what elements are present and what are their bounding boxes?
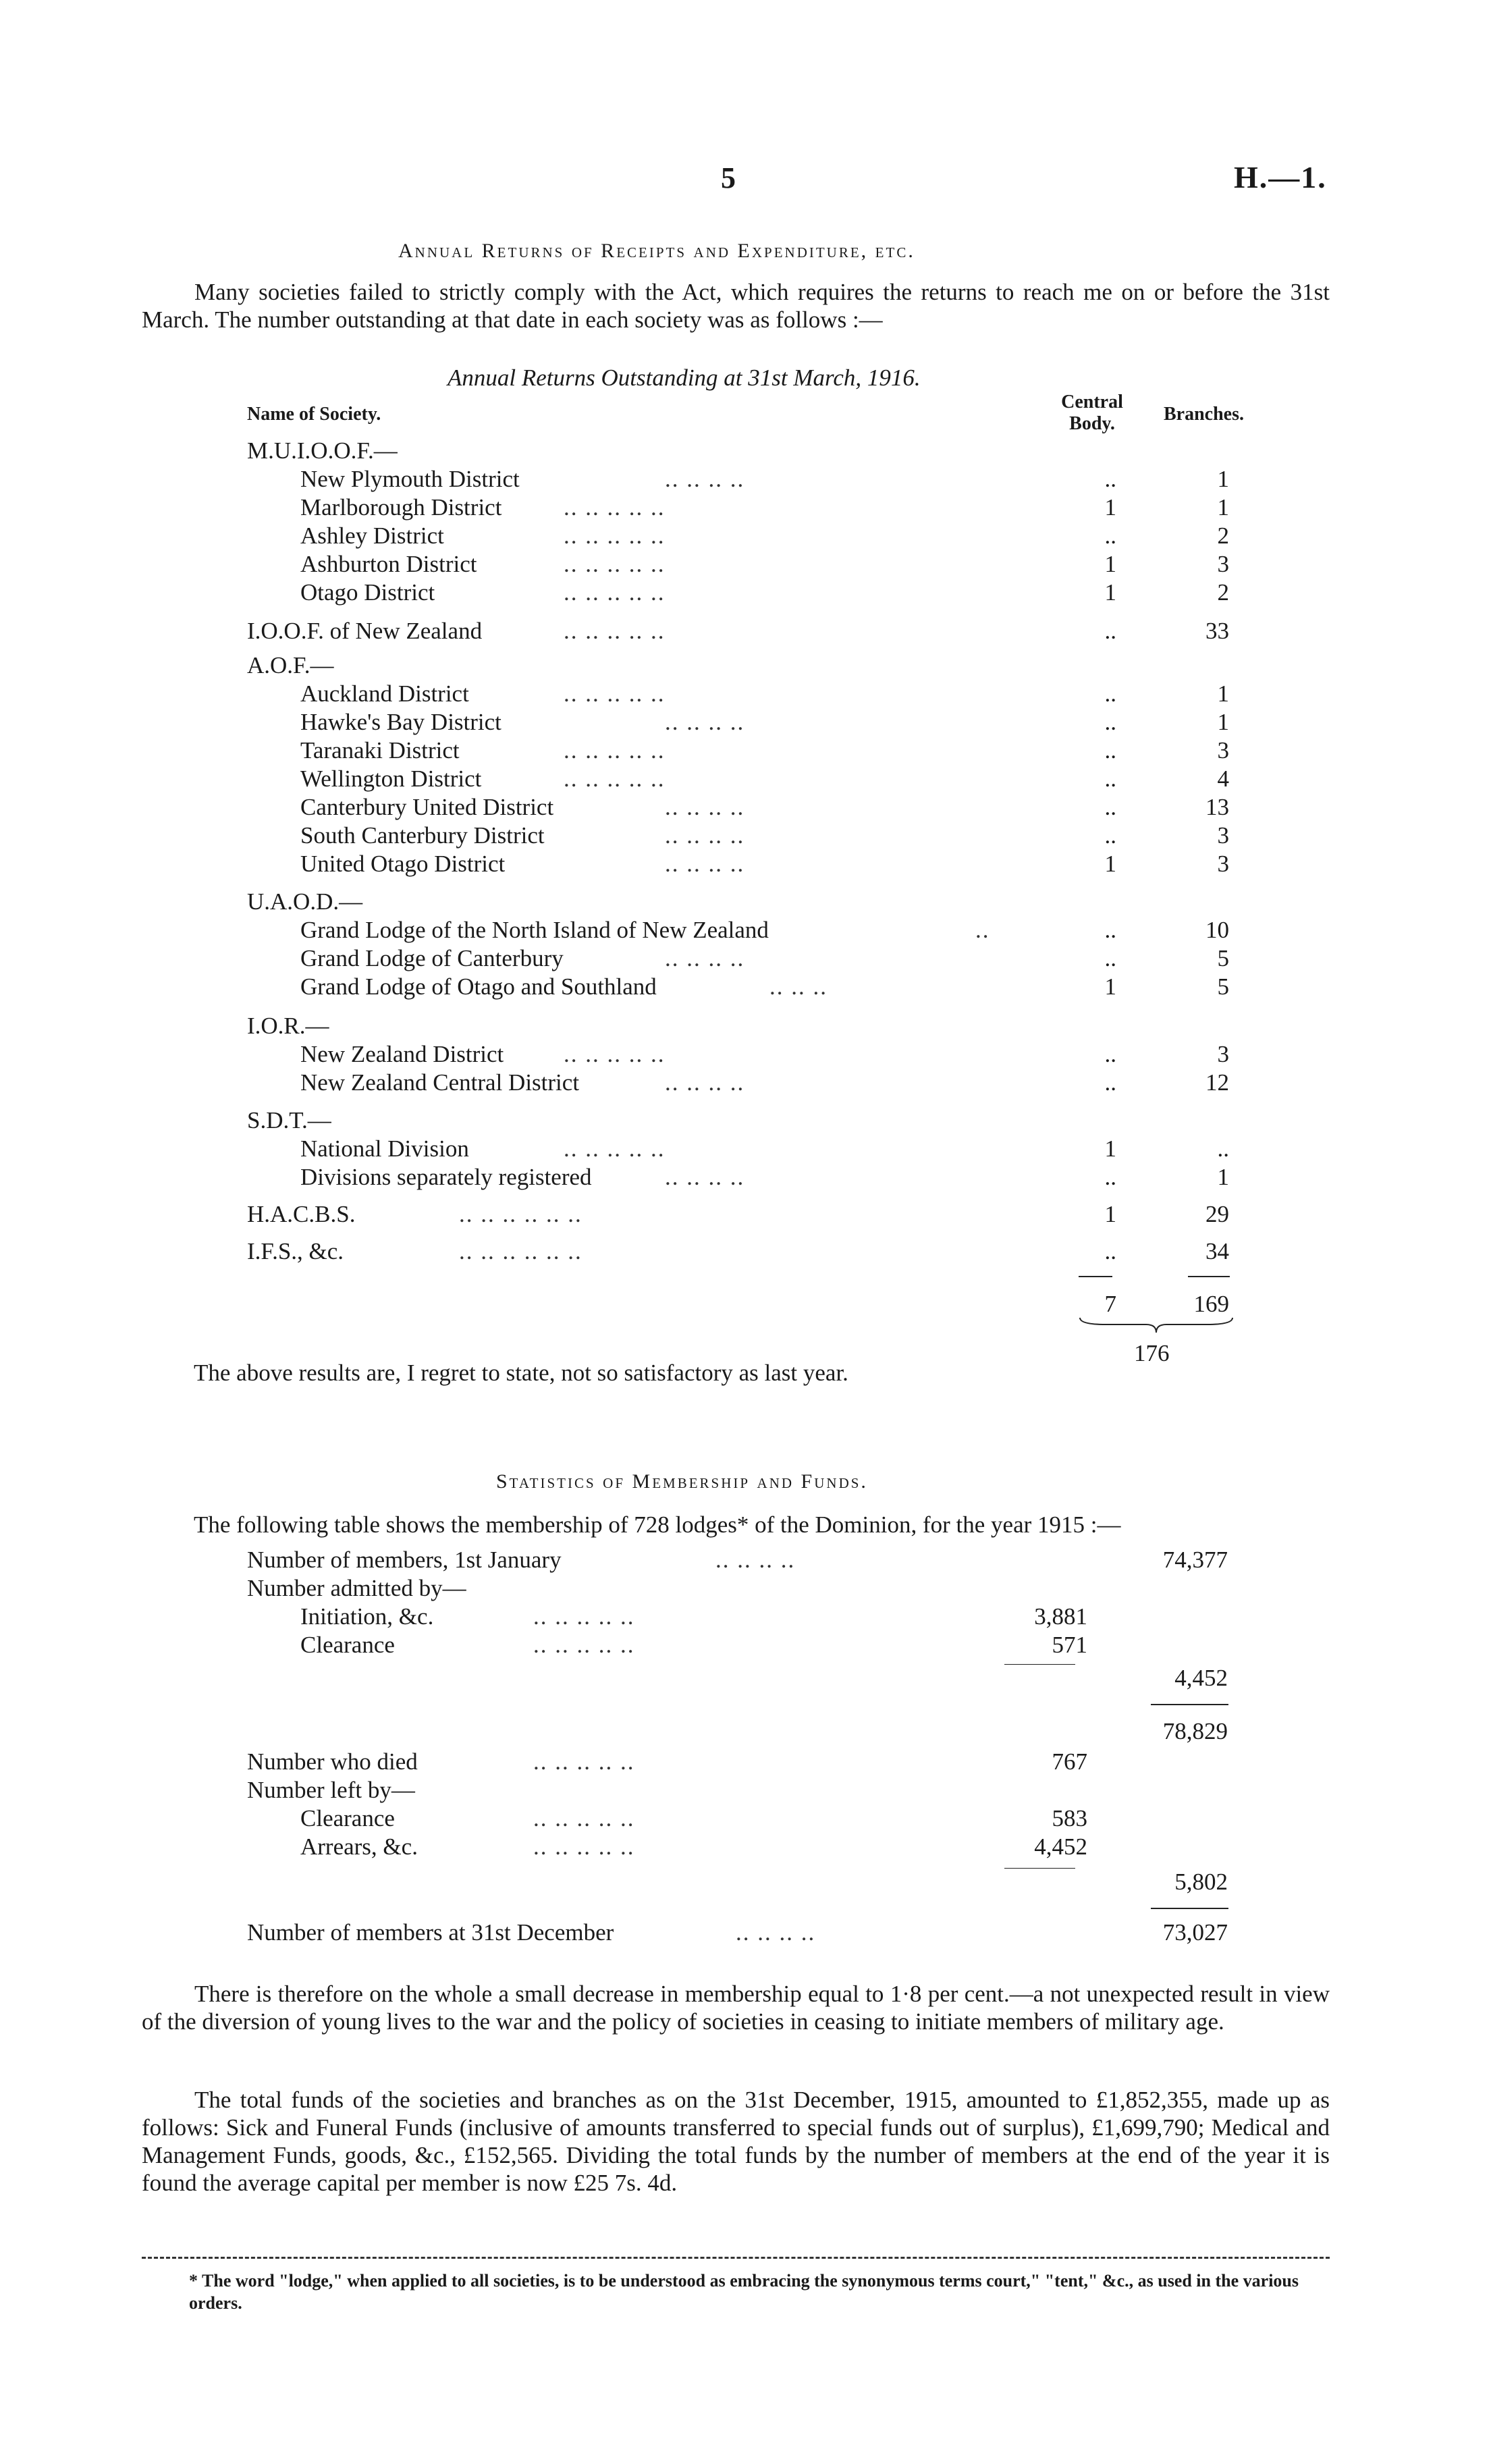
table-row	[0, 680, 1491, 709]
branches-value: 29	[1205, 1201, 1229, 1227]
intro-paragraph-returns: Many societies failed to strictly comply with the Act, which requires the returns to reach me on or before the 31st March. The number outstanding at that date in each society was as follows :—	[142, 279, 1330, 333]
row-label: Hawke's Bay District	[300, 709, 501, 735]
dot-leader: .. .. .. .. ..	[564, 680, 666, 707]
dot-leader: .. .. .. ..	[665, 794, 745, 820]
dot-leader: .. .. .. ..	[715, 1547, 796, 1573]
dot-leader: .. .. .. .. ..	[564, 551, 666, 577]
central-value: ..	[1104, 523, 1116, 549]
group-name: M.U.I.O.O.F.—	[247, 437, 398, 464]
stat-subvalue: 767	[1052, 1748, 1087, 1775]
dot-leader: .. .. .. .. ..	[533, 1748, 635, 1775]
row-label: Grand Lodge of Canterbury	[300, 945, 564, 971]
branches-value: 3	[1217, 822, 1229, 849]
dot-leader: .. .. .. ..	[665, 822, 745, 849]
dot-leader: .. .. .. .. ..	[533, 1632, 635, 1658]
table-row	[0, 794, 1491, 822]
paragraph-funds: The total funds of the societies and branches as on the 31st December, 1915, amounted to £1,852,355, made up as follows: Sick and Funeral Funds (inclusive of amounts transferred to special funds out of surplus), £1,699,790; Medical and Management Funds, goods, &c., £152,565. Dividing the total funds by the number of members at the end of the year it is found the average capital per member is now £25 7s. 4d.	[142, 2087, 1330, 2196]
row-label: United Otago District	[300, 851, 506, 877]
row-label: Auckland District	[300, 680, 469, 707]
row-label: Grand Lodge of Otago and Southland	[300, 973, 657, 1000]
stat-subvalue: 571	[1052, 1632, 1087, 1658]
central-value: ..	[1104, 618, 1116, 644]
document-reference: H.—1.	[1234, 160, 1327, 194]
group-header	[0, 437, 1491, 466]
row-label: H.A.C.B.S.	[247, 1201, 356, 1227]
central-value: ..	[1104, 917, 1116, 943]
footnote: * The word "lodge," when applied to all societies, is to be understood as embracing the synonymous terms court," "tent," &c., as used in the various orders.	[189, 2271, 1299, 2313]
dot-leader: ..	[975, 917, 990, 943]
stat-value: 78,829	[1162, 1718, 1228, 1744]
table-row	[0, 945, 1491, 973]
branches-value: 1	[1217, 466, 1229, 492]
footnote-rule	[142, 2257, 1330, 2259]
table-row	[0, 766, 1491, 794]
central-value: ..	[1104, 1238, 1116, 1264]
group-name: I.O.R.—	[247, 1013, 329, 1039]
table-row	[0, 1041, 1491, 1069]
central-value: ..	[1104, 822, 1116, 849]
dot-leader: .. .. .. .. ..	[564, 618, 666, 644]
branches-value: 10	[1205, 917, 1229, 943]
dot-leader: .. .. .. ..	[665, 1069, 745, 1096]
table-row	[0, 917, 1491, 945]
branches-value: 3	[1217, 737, 1229, 764]
central-value: 1	[1104, 579, 1116, 606]
dot-leader: .. .. .. ..	[665, 1164, 745, 1190]
central-value: 1	[1104, 494, 1116, 520]
branches-value: 1	[1217, 494, 1229, 520]
row-label: Number of members at 31st December	[247, 1919, 614, 1946]
row-label: Number of members, 1st January	[247, 1547, 562, 1573]
row-label: Otago District	[300, 579, 435, 606]
central-value: ..	[1104, 1069, 1116, 1096]
row-label: Divisions separately registered	[300, 1164, 592, 1190]
row-label: Clearance	[300, 1805, 395, 1831]
central-value: ..	[1104, 680, 1116, 707]
row-label: New Zealand District	[300, 1041, 504, 1067]
row-label: Marlborough District	[300, 494, 502, 520]
branches-value: 5	[1217, 973, 1229, 1000]
dot-leader: .. .. .. .. ..	[564, 494, 666, 520]
branches-value: 1	[1217, 1164, 1229, 1190]
dot-leader: .. .. .. .. .. ..	[459, 1201, 582, 1227]
intro-paragraph-membership: The following table shows the membership of 728 lodges* of the Dominion, for the year 1915 :—	[194, 1511, 1121, 1538]
table-row	[0, 551, 1491, 579]
section-heading-membership: Statistics of Membership and Funds.	[496, 1470, 868, 1493]
dot-leader: .. .. .. .. ..	[533, 1603, 635, 1630]
stat-row-admitted	[0, 1575, 1491, 1603]
row-label: Initiation, &c.	[300, 1603, 434, 1630]
stat-row-admitted-total	[0, 1665, 1491, 1693]
table-row	[0, 709, 1491, 737]
dot-leader: .. .. .. ..	[665, 945, 745, 971]
branches-value: 3	[1217, 1041, 1229, 1067]
stat-row-left-total	[0, 1869, 1491, 1897]
central-value: 1	[1104, 851, 1116, 877]
total-central: 7	[1104, 1291, 1116, 1317]
dot-leader: .. .. .. .. ..	[533, 1805, 635, 1831]
central-value: 1	[1104, 1201, 1116, 1227]
branches-value: 3	[1217, 551, 1229, 577]
table-title-returns: Annual Returns Outstanding at 31st March, 1916.	[448, 365, 921, 391]
stat-subvalue: 4,452	[1034, 1833, 1087, 1860]
central-value: ..	[1104, 766, 1116, 792]
central-value: 1	[1104, 973, 1116, 1000]
central-value: ..	[1104, 945, 1116, 971]
central-value: 1	[1104, 551, 1116, 577]
total-branches: 169	[1193, 1291, 1229, 1317]
group-header	[0, 888, 1491, 917]
row-label: National Division	[300, 1135, 469, 1162]
col-header-branches: Branches.	[1164, 404, 1244, 425]
row-label: Number who died	[247, 1748, 418, 1775]
stat-row-left	[0, 1777, 1491, 1805]
central-value: ..	[1104, 709, 1116, 735]
table-row	[0, 1164, 1491, 1192]
row-label: Grand Lodge of the North Island of New Zealand	[300, 917, 769, 943]
col-header-name: Name of Society.	[247, 404, 381, 425]
row-label: I.O.O.F. of New Zealand	[247, 618, 483, 644]
central-value: ..	[1104, 737, 1116, 764]
table-row	[0, 618, 1491, 646]
dot-leader: .. .. .. .. ..	[564, 523, 666, 549]
group-name: S.D.T.—	[247, 1107, 331, 1133]
row-label: Number admitted by—	[247, 1575, 466, 1601]
table-row	[0, 822, 1491, 851]
central-value: ..	[1104, 1164, 1116, 1190]
row-label: Clearance	[300, 1632, 395, 1658]
branches-value: 4	[1217, 766, 1229, 792]
table-row	[0, 973, 1491, 1002]
row-label: New Plymouth District	[300, 466, 520, 492]
stat-subvalue: 3,881	[1034, 1603, 1087, 1630]
branches-value: 33	[1205, 618, 1229, 644]
stat-row-members-jan	[0, 1547, 1491, 1575]
branches-value: 12	[1205, 1069, 1229, 1096]
total-rule-central	[1079, 1276, 1112, 1277]
row-label: Wellington District	[300, 766, 482, 792]
dot-leader: .. .. .. ..	[665, 851, 745, 877]
stat-value: 74,377	[1162, 1547, 1228, 1573]
grand-total: 176	[1134, 1340, 1170, 1366]
stat-value: 4,452	[1174, 1665, 1228, 1691]
dot-leader: .. .. .. .. ..	[564, 1041, 666, 1067]
dot-leader: .. .. .. .. ..	[564, 579, 666, 606]
row-label: I.F.S., &c.	[247, 1238, 344, 1264]
row-label: New Zealand Central District	[300, 1069, 580, 1096]
stat-value: 5,802	[1174, 1869, 1228, 1895]
stat-row-subtotal	[0, 1718, 1491, 1746]
dot-leader: .. .. .. ..	[665, 466, 745, 492]
branches-value: 2	[1217, 579, 1229, 606]
table-row	[0, 579, 1491, 608]
paragraph-decrease: There is therefore on the whole a small decrease in membership equal to 1·8 per cent.—a not unexpected result in view of the diversion of young lives to the war and the policy of societies in ceasing to initiate members of military age.	[142, 1981, 1330, 2035]
stat-row-members-dec	[0, 1919, 1491, 1948]
dot-leader: .. .. .. .. ..	[564, 1135, 666, 1162]
stat-subvalue: 583	[1052, 1805, 1087, 1831]
stat-row-clearance-in	[0, 1632, 1491, 1660]
page-number: 5	[721, 161, 736, 194]
group-header	[0, 652, 1491, 680]
table-row	[0, 494, 1491, 523]
row-label: Number left by—	[247, 1777, 415, 1803]
group-name: A.O.F.—	[247, 652, 334, 678]
table-row	[0, 1238, 1491, 1266]
central-value: ..	[1104, 466, 1116, 492]
col-header-central: Central Body.	[1061, 392, 1123, 434]
closing-remark: The above results are, I regret to state, not so satisfactory as last year.	[194, 1360, 848, 1386]
group-header	[0, 1013, 1491, 1041]
central-value: 1	[1104, 1135, 1116, 1162]
dot-leader: .. .. .. .. ..	[564, 766, 666, 792]
row-label: Arrears, &c.	[300, 1833, 418, 1860]
table-row	[0, 737, 1491, 766]
totals-row	[0, 1291, 1491, 1319]
table-row	[0, 1069, 1491, 1098]
table-row	[0, 851, 1491, 879]
row-label: Taranaki District	[300, 737, 460, 764]
dot-leader: .. .. .. ..	[665, 709, 745, 735]
dot-leader: .. .. .. .. ..	[564, 737, 666, 764]
row-label: Ashley District	[300, 523, 444, 549]
row-label: Canterbury United District	[300, 794, 554, 820]
dot-leader: .. .. ..	[769, 973, 828, 1000]
table-row	[0, 1135, 1491, 1164]
branches-value: 13	[1205, 794, 1229, 820]
sum-rule	[1151, 1704, 1228, 1705]
dot-leader: .. .. .. .. ..	[533, 1833, 635, 1860]
branches-value: 5	[1217, 945, 1229, 971]
total-rule-branches	[1188, 1276, 1230, 1277]
group-header	[0, 1107, 1491, 1135]
stat-row-initiation	[0, 1603, 1491, 1632]
dot-leader: .. .. .. .. .. ..	[459, 1238, 582, 1264]
sum-rule	[1151, 1908, 1228, 1909]
central-value: ..	[1104, 794, 1116, 820]
stat-row-arrears	[0, 1833, 1491, 1862]
total-brace	[1079, 1315, 1234, 1335]
group-name: U.A.O.D.—	[247, 888, 363, 915]
table-row	[0, 1201, 1491, 1229]
row-label: South Canterbury District	[300, 822, 545, 849]
table-row	[0, 523, 1491, 551]
branches-value: 1	[1217, 680, 1229, 707]
branches-value: 3	[1217, 851, 1229, 877]
branches-value: 1	[1217, 709, 1229, 735]
branches-value: 2	[1217, 523, 1229, 549]
branches-value: 34	[1205, 1238, 1229, 1264]
section-heading-returns: Annual Returns of Receipts and Expenditure, etc.	[398, 240, 915, 262]
row-label: Ashburton District	[300, 551, 477, 577]
stat-row-died	[0, 1748, 1491, 1777]
table-row	[0, 466, 1491, 494]
branches-value: ..	[1217, 1135, 1229, 1162]
dot-leader: .. .. .. ..	[736, 1919, 816, 1946]
stat-row-clearance-out	[0, 1805, 1491, 1833]
central-value: ..	[1104, 1041, 1116, 1067]
stat-value: 73,027	[1162, 1919, 1228, 1946]
